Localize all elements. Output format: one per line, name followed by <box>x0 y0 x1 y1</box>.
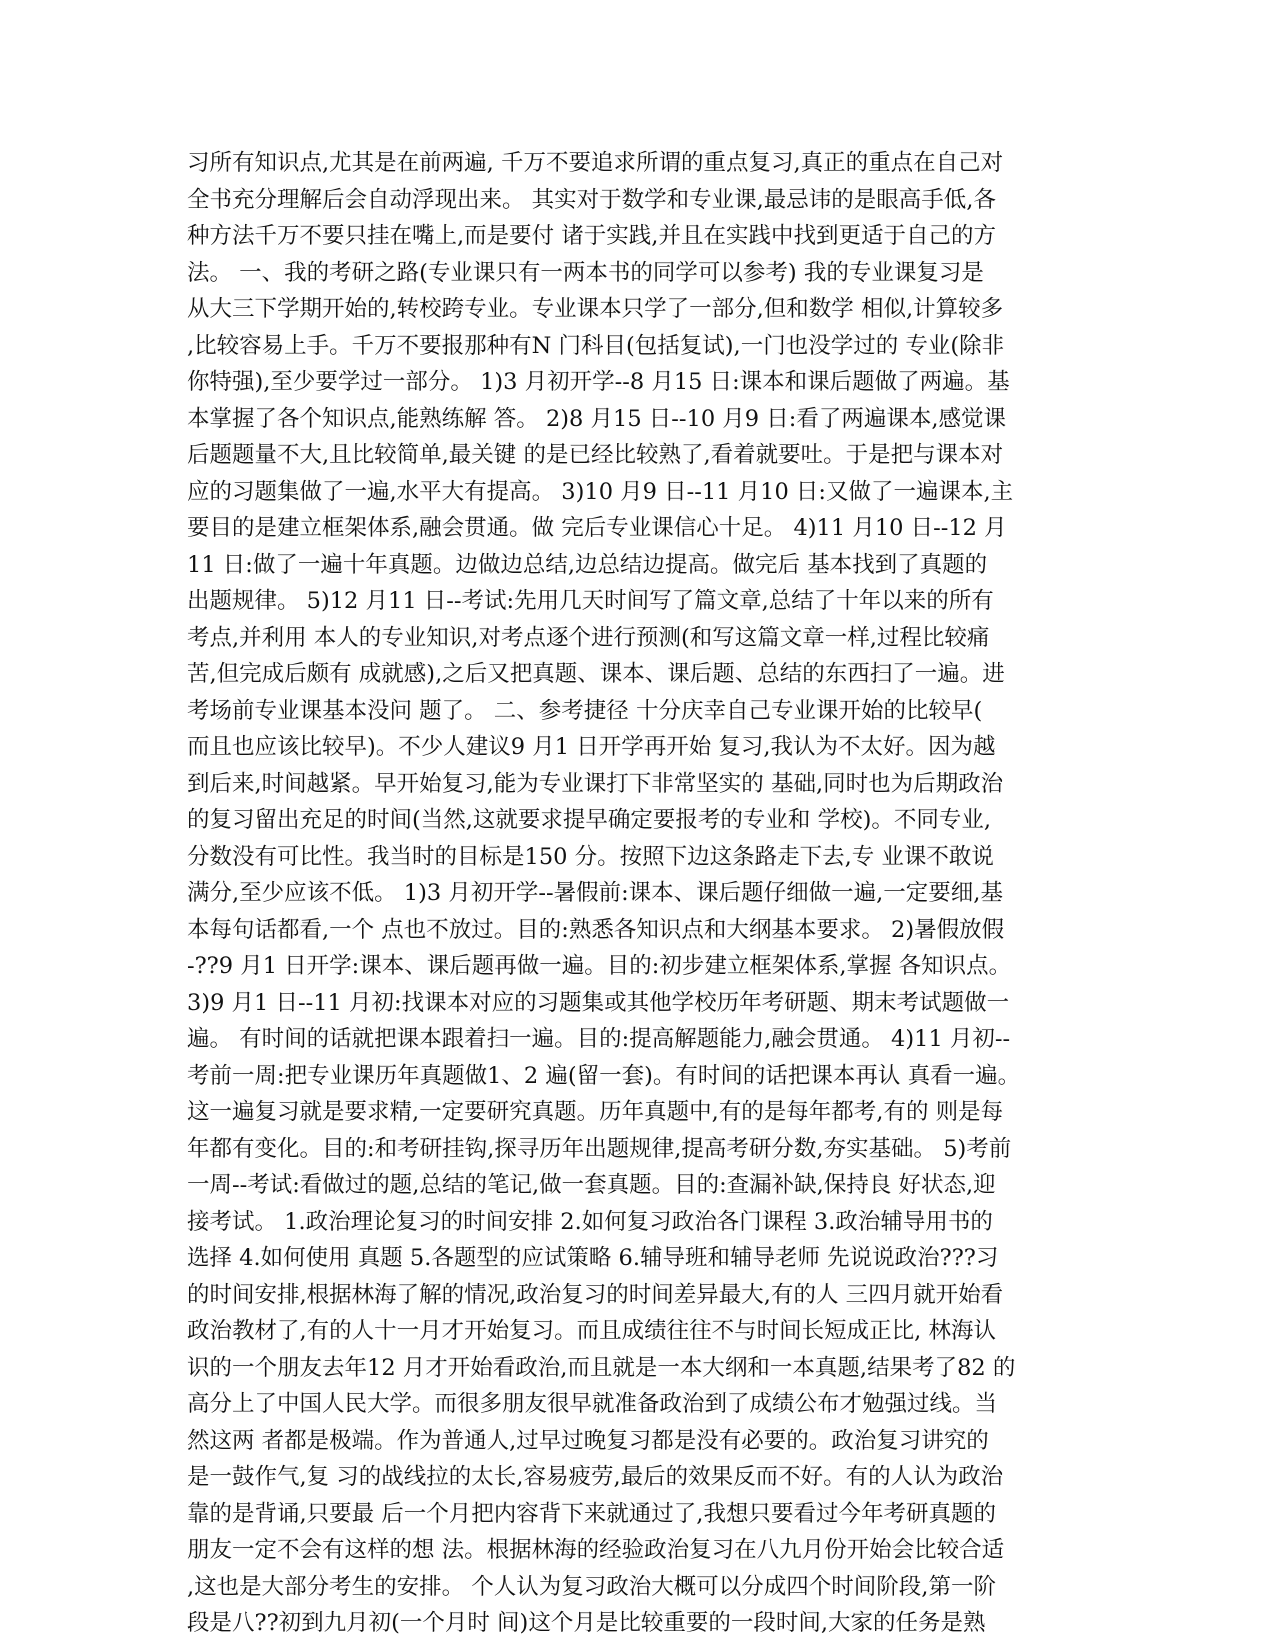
text-line: 全书充分理解后会自动浮现出来。 其实对于数学和专业课,最忌讳的是眼高手低,各 <box>187 186 996 213</box>
text-line: 习所有知识点,尤其是在前两遍, 千万不要追求所谓的重点复习,真正的重点在自己对 <box>187 150 1004 176</box>
text-line: 朋友一定不会有这样的想 法。根据林海的经验政治复习在八九月份开始会比较合适 <box>187 1537 1005 1563</box>
text-line: 是一鼓作气,复 习的战线拉的太长,容易疲劳,最后的效果反而不好。有的人认为政治 <box>187 1464 1004 1490</box>
text-line: 后题题量不大,且比较简单,最关键 的是已经比较熟了,看着就要吐。于是把与课本对 <box>187 442 1004 468</box>
text-line: ,比较容易上手。千万不要报那种有N 门科目(包括复试),一门也没学过的 专业(除非 <box>187 332 1005 359</box>
text-line: 种方法千万不要只挂在嘴上,而是要付 诸于实践,并且在实践中找到更适于自己的方 <box>187 223 996 249</box>
text-line: 11 日:做了一遍十年真题。边做边总结,边总结边提高。做完后 基本找到了真题的 <box>187 551 988 578</box>
body-text <box>187 145 1087 1642</box>
text-line: 的时间安排,根据林海了解的情况,政治复习的时间差异最大,有的人 三四月就开始看 <box>187 1281 1004 1308</box>
text-line: 苦,但完成后颇有 成就感),之后又把真题、课本、课后题、总结的东西扫了一遍。进 <box>187 661 1005 687</box>
text-line: 的复习留出充足的时间(当然,这就要求提早确定要报考的专业和 学校)。不同专业, <box>187 807 992 833</box>
text-line: 考场前专业课基本没问 题了。 二、参考捷径 十分庆幸自己专业课开始的比较早( <box>187 697 983 724</box>
text-line: 识的一个朋友去年12 月才开始看政治,而且就是一本大纲和一本真题,结果考了82 的 <box>187 1354 1016 1381</box>
text-line: 政治教材了,有的人十一月才开始复习。而且成绩往往不与时间长短成正比, 林海认 <box>187 1318 996 1344</box>
text-line: 出题规律。 5)12 月11 日--考试:先用几天时间写了篇文章,总结了十年以来的所有 <box>187 588 994 614</box>
text-line: 年都有变化。目的:和考研挂钩,探寻历年出题规律,提高考研分数,夯实基础。 5)考前 <box>187 1135 1012 1162</box>
text-line: 分数没有可比性。我当时的目标是150 分。按照下边这条路走下去,专 业课不敢说 <box>187 843 994 870</box>
text-line: 然这两 者都是极端。作为普通人,过早过晚复习都是没有必要的。政治复习讲究的 <box>187 1427 989 1454</box>
text-line: 选择 4.如何使用 真题 5.各题型的应试策略 6.辅导班和辅导老师 先说说政治???习 <box>187 1245 999 1271</box>
text-line: 考点,并利用 本人的专业知识,对考点逐个进行预测(和写这篇文章一样,过程比较痛 <box>187 624 990 651</box>
text-line: 法。 一、我的考研之路(专业课只有一两本书的同学可以参考) 我的专业课复习是 <box>187 259 984 286</box>
text-line: 接考试。 1.政治理论复习的时间安排 2.如何复习政治各门课程 3.政治辅导用书的 <box>187 1208 993 1235</box>
text-line: 本掌握了各个知识点,能熟练解 答。 2)8 月15 日--10 月9 日:看了两遍课本,感觉课 <box>187 405 1006 432</box>
text-line: 应的习题集做了一遍,水平大有提高。 3)10 月9 日--11 月10 日:又做了一遍课本,主 <box>187 478 1014 505</box>
text-line: 从大三下学期开始的,转校跨专业。专业课本只学了一部分,但和数学 相似,计算较多 <box>187 296 1004 322</box>
text-line: 靠的是背诵,只要最 后一个月把内容背下来就通过了,我想只要看过今年考研真题的 <box>187 1500 996 1527</box>
text-line: -??9 月1 日开学:课本、课后题再做一遍。目的:初步建立框架体系,掌握 各知识点。 <box>187 953 1012 979</box>
text-line: 满分,至少应该不低。 1)3 月初开学--暑假前:课本、课后题仔细做一遍,一定要细,基 <box>187 880 1003 906</box>
text-line: 高分上了中国人民大学。而很多朋友很早就准备政治到了成绩公布才勉强过线。当 <box>187 1391 998 1417</box>
text-line: 3)9 月1 日--11 月初:找课本对应的习题集或其他学校历年考研题、期末考试题做一 <box>187 989 1010 1016</box>
text-line: 你特强),至少要学过一部分。 1)3 月初开学--8 月15 日:课本和课后题做了两遍。基 <box>187 369 1010 395</box>
text-line: 要目的是建立框架体系,融会贯通。做 完后专业课信心十足。 4)11 月10 日--12 月 <box>187 515 1007 541</box>
text-line: 段是八??初到九月初(一个月时 间)这个月是比较重要的一段时间,大家的任务是熟 <box>187 1610 986 1636</box>
text-line: ,这也是大部分考生的安排。 个人认为复习政治大概可以分成四个时间阶段,第一阶 <box>187 1573 996 1600</box>
text-line: 这一遍复习就是要求精,一定要研究真题。历年真题中,有的是每年都考,有的 则是每 <box>187 1099 1004 1125</box>
text-line: 本每句话都看,一个 点也不放过。目的:熟悉各知识点和大纲基本要求。 2)暑假放假 <box>187 916 1005 943</box>
text-line: 而且也应该比较早)。不少人建议9 月1 日开学再开始 复习,我认为不太好。因为越 <box>187 734 996 760</box>
text-line: 遍。 有时间的话就把课本跟着扫一遍。目的:提高解题能力,融会贯通。 4)11 月初-- <box>187 1026 1011 1052</box>
text-line: 一周--考试:看做过的题,总结的笔记,做一套真题。目的:查漏补缺,保持良 好状态,迎 <box>187 1172 996 1198</box>
text-line: 到后来,时间越紧。早开始复习,能为专业课打下非常坚实的 基础,同时也为后期政治 <box>187 770 1004 797</box>
text-line: 考前一周:把专业课历年真题做1、2 遍(留一套)。有时间的话把课本再认 真看一遍。 <box>187 1062 1021 1089</box>
